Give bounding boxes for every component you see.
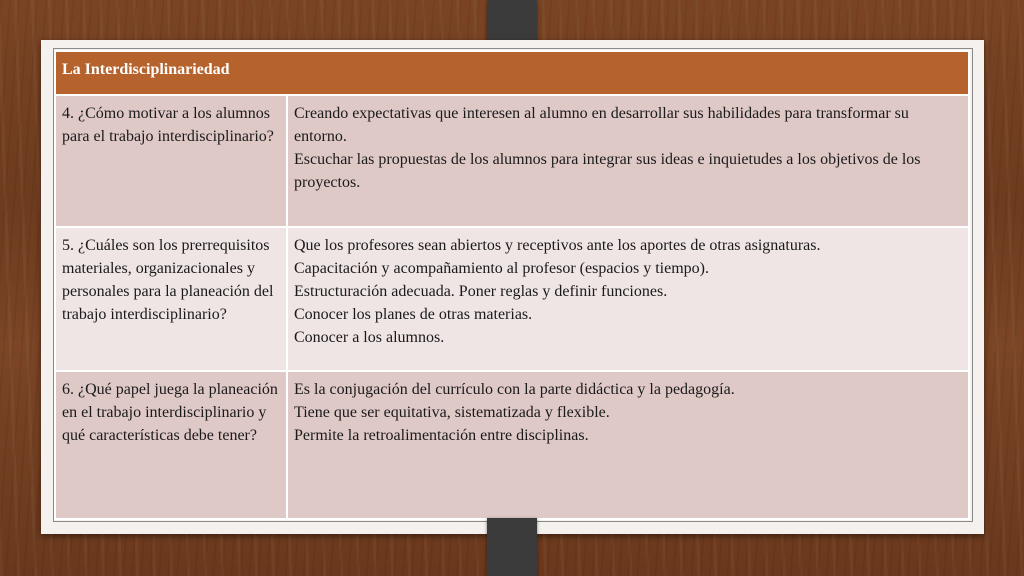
binder-clip-bottom: [487, 518, 537, 576]
table-row: [55, 227, 969, 371]
interdisciplinarity-table: [54, 50, 970, 520]
table-header: La Interdisciplinariedad: [55, 51, 969, 95]
answer-cell: [287, 371, 969, 519]
answer-line: Que los profesores sean abiertos y receptivos ante los aportes de otras asignaturas.: [294, 237, 821, 254]
answer-line: Creando expectativas que interesen al alumno en desarrollar sus habilidades para transformar su entorno.: [294, 105, 909, 145]
answer-line: Permite la retroalimentación entre disciplinas.: [294, 427, 589, 444]
question-cell: 4. ¿Cómo motivar a los alumnos para el trabajo interdisciplinario?: [55, 95, 287, 227]
answer-line: Es la conjugación del currículo con la parte didáctica y la pedagogía.: [294, 381, 735, 398]
answer-line: Estructuración adecuada. Poner reglas y definir funciones.: [294, 283, 668, 300]
answer-cell: [287, 95, 969, 227]
answer-line: Conocer los planes de otras materias.: [294, 306, 533, 323]
answer-cell: [287, 227, 969, 371]
table-row: [55, 95, 969, 227]
table-header-row: [55, 51, 969, 95]
question-cell: 5. ¿Cuáles son los prerrequisitos materiales, organizacionales y personales para la planeación del trabajo interdisciplinario?: [55, 227, 287, 371]
answer-line: Tiene que ser equitativa, sistematizada y flexible.: [294, 404, 610, 421]
question-cell: 6. ¿Qué papel juega la planeación en el trabajo interdisciplinario y qué características debe tener?: [55, 371, 287, 519]
table-row: [55, 371, 969, 519]
answer-line: Escuchar las propuestas de los alumnos para integrar sus ideas e inquietudes a los objetivos de los proyectos.: [294, 151, 921, 191]
answer-line: Capacitación y acompañamiento al profesor (espacios y tiempo).: [294, 260, 709, 277]
answer-line: Conocer a los alumnos.: [294, 329, 445, 346]
